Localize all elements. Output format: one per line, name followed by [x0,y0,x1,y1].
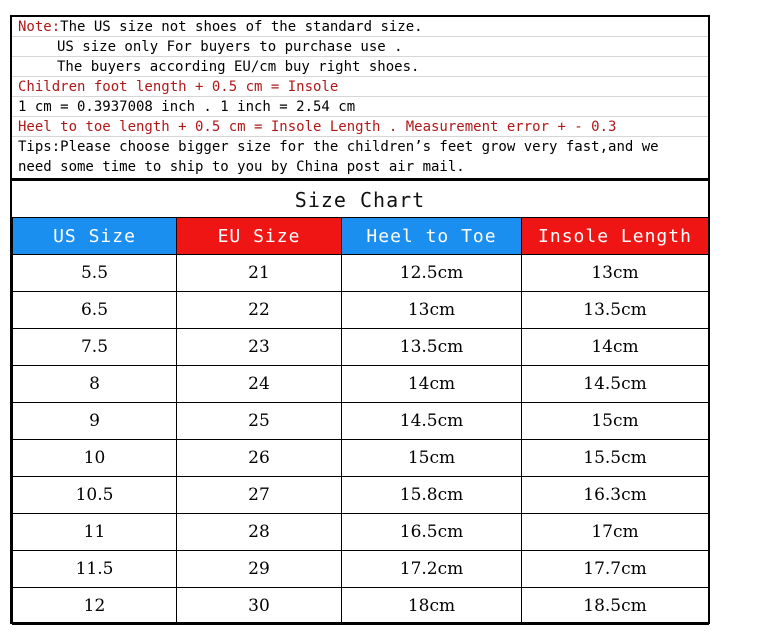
header-insole-length: Insole Length [522,218,709,255]
header-heel-to-toe: Heel to Toe [342,218,522,255]
us-size-cell: 10 [13,440,177,477]
us-size-cell: 11.5 [13,551,177,588]
insole-length-cell: 13cm [522,255,709,292]
note-line-2: US size only For buyers to purchase use . [12,37,708,57]
table-row [13,366,709,403]
note-line-5: 1 cm = 0.3937008 inch . 1 inch = 2.54 cm [12,97,708,117]
table-row [13,551,709,588]
note-line-1-text: The US size not shoes of the standard size. [60,19,423,35]
insole-length-cell: 14cm [522,329,709,366]
tips-text: Tips:Please choose bigger size for the children’s feet grow very fast,and we need some time to ship to you by China post air mail. [12,137,708,179]
eu-size-cell: 28 [177,514,342,551]
insole-length-cell: 16.3cm [522,477,709,514]
size-table [12,217,709,625]
table-row [13,514,709,551]
eu-size-cell: 22 [177,292,342,329]
note-label: Note: [18,19,61,35]
insole-length-cell: 18.5cm [522,588,709,625]
eu-size-cell: 24 [177,366,342,403]
heel-to-toe-cell: 15.8cm [342,477,522,514]
notes-section [12,17,708,181]
us-size-cell: 7.5 [13,329,177,366]
eu-size-cell: 25 [177,403,342,440]
table-row [13,403,709,440]
us-size-cell: 10.5 [13,477,177,514]
insole-length-cell: 14.5cm [522,366,709,403]
insole-length-cell: 15.5cm [522,440,709,477]
header-us-size: US Size [13,218,177,255]
eu-size-cell: 27 [177,477,342,514]
eu-size-cell: 23 [177,329,342,366]
insole-length-cell: 17cm [522,514,709,551]
heel-to-toe-cell: 17.2cm [342,551,522,588]
table-row [13,329,709,366]
heel-to-toe-cell: 15cm [342,440,522,477]
heel-to-toe-cell: 14cm [342,366,522,403]
table-row [13,440,709,477]
note-line-3: The buyers according EU/cm buy right shoes. [12,57,708,77]
chart-title: Size Chart [294,188,426,212]
insole-length-cell: 15cm [522,403,709,440]
heel-to-toe-cell: 18cm [342,588,522,625]
insole-length-cell: 13.5cm [522,292,709,329]
heel-to-toe-cell: 16.5cm [342,514,522,551]
us-size-cell: 5.5 [13,255,177,292]
size-table-body [13,255,709,625]
note-line-6: Heel to toe length + 0.5 cm = Insole Length . Measurement error + - 0.3 [12,117,708,137]
heel-to-toe-cell: 13.5cm [342,329,522,366]
eu-size-cell: 29 [177,551,342,588]
table-row [13,292,709,329]
header-eu-size: EU Size [177,218,342,255]
us-size-cell: 6.5 [13,292,177,329]
size-table-header-row [13,218,709,255]
insole-length-cell: 17.7cm [522,551,709,588]
eu-size-cell: 26 [177,440,342,477]
size-chart-document [10,15,710,624]
heel-to-toe-cell: 12.5cm [342,255,522,292]
eu-size-cell: 21 [177,255,342,292]
us-size-cell: 12 [13,588,177,625]
table-row [13,477,709,514]
us-size-cell: 8 [13,366,177,403]
eu-size-cell: 30 [177,588,342,625]
us-size-cell: 9 [13,403,177,440]
note-line-4: Children foot length + 0.5 cm = Insole [12,77,708,97]
table-row [13,588,709,625]
us-size-cell: 11 [13,514,177,551]
table-row [13,255,709,292]
note-line-1 [12,17,708,37]
heel-to-toe-cell: 13cm [342,292,522,329]
heel-to-toe-cell: 14.5cm [342,403,522,440]
